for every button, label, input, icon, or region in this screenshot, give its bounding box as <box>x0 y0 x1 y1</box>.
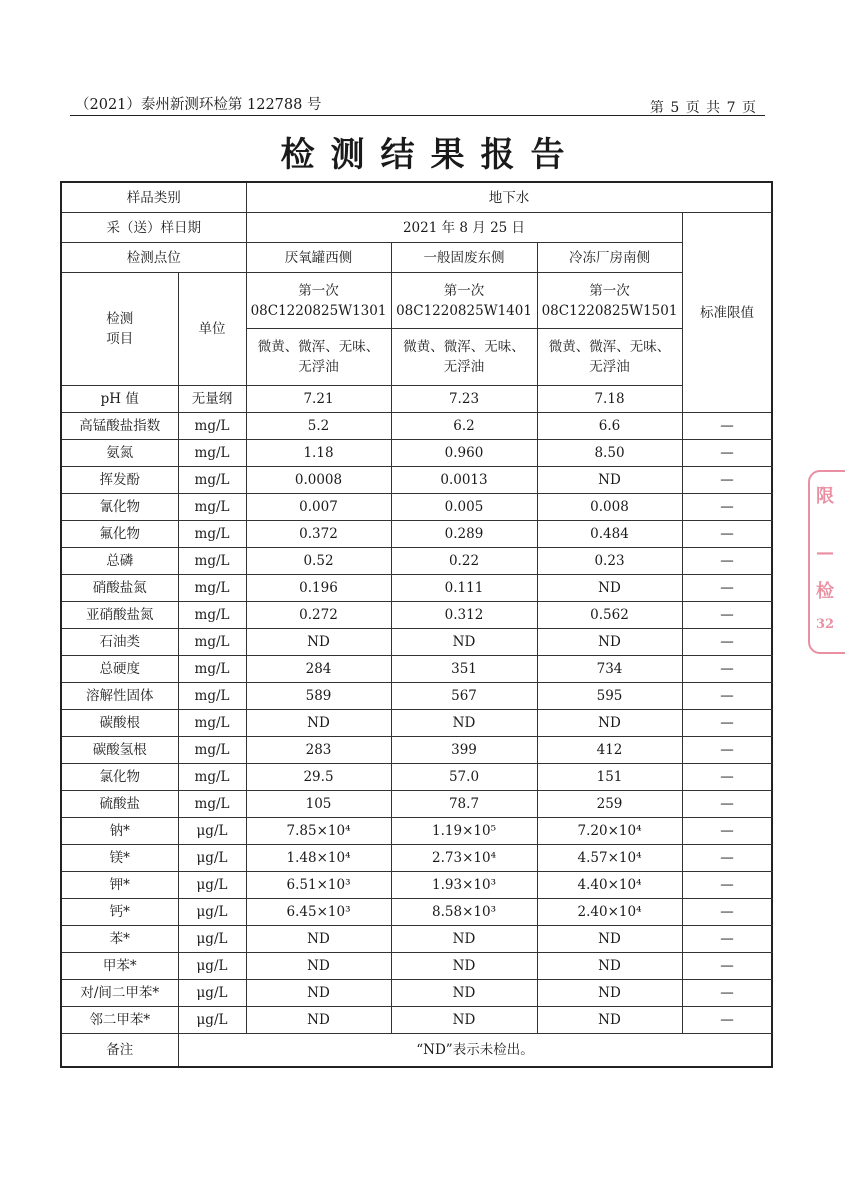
table-row <box>61 953 772 980</box>
value-point-1: 1.18 <box>246 440 391 467</box>
unit: μg/L <box>178 845 246 872</box>
value-point-1: ND <box>246 953 391 980</box>
remark-row <box>61 1034 772 1067</box>
table-row <box>61 467 772 494</box>
standard-limit: — <box>682 710 772 737</box>
point-sample-code: 第一次 08C1220825W1401 <box>391 273 537 329</box>
seal-char: 检 <box>816 581 834 602</box>
table-row <box>61 980 772 1007</box>
value-point-1: 283 <box>246 737 391 764</box>
value-point-3: 151 <box>537 764 682 791</box>
value-point-2: 6.2 <box>391 413 537 440</box>
standard-limit: — <box>682 602 772 629</box>
item-name: 钙* <box>61 899 178 926</box>
page-info: 第 5 页 共 7 页 <box>649 100 757 116</box>
value-point-1: 0.196 <box>246 575 391 602</box>
unit: mg/L <box>178 602 246 629</box>
table-row <box>61 494 772 521</box>
point-name: 厌氧罐西侧 <box>246 243 391 273</box>
item-name: 石油类 <box>61 629 178 656</box>
value-point-3: 259 <box>537 791 682 818</box>
item-name: 高锰酸盐指数 <box>61 413 178 440</box>
value-point-1: 29.5 <box>246 764 391 791</box>
value-point-1: 0.372 <box>246 521 391 548</box>
unit: mg/L <box>178 791 246 818</box>
value-point-3: ND <box>537 926 682 953</box>
value-point-3: 0.562 <box>537 602 682 629</box>
item-name: 溶解性固体 <box>61 683 178 710</box>
value-point-3: ND <box>537 953 682 980</box>
table-row <box>61 602 772 629</box>
standard-limit: — <box>682 764 772 791</box>
standard-limit: — <box>682 467 772 494</box>
value-point-1: ND <box>246 629 391 656</box>
value-point-1: 284 <box>246 656 391 683</box>
remark-value: “ND”表示未检出。 <box>178 1034 772 1067</box>
standard-limit: — <box>682 548 772 575</box>
item-name: 氟化物 <box>61 521 178 548</box>
points-label: 检测点位 <box>61 243 246 273</box>
unit: μg/L <box>178 872 246 899</box>
item-name: 总硬度 <box>61 656 178 683</box>
standard-limit: — <box>682 737 772 764</box>
table-row <box>61 899 772 926</box>
value-point-2: 8.58×10³ <box>391 899 537 926</box>
value-point-2: 351 <box>391 656 537 683</box>
unit: mg/L <box>178 575 246 602</box>
value-point-2: ND <box>391 1007 537 1034</box>
table-row <box>61 656 772 683</box>
unit: mg/L <box>178 413 246 440</box>
unit: mg/L <box>178 710 246 737</box>
table-row <box>61 629 772 656</box>
value-point-2: 57.0 <box>391 764 537 791</box>
table-row <box>61 1007 772 1034</box>
value-point-2: ND <box>391 629 537 656</box>
value-point-2: 0.111 <box>391 575 537 602</box>
table-row <box>61 413 772 440</box>
standard-limit: — <box>682 926 772 953</box>
standard-limit: — <box>682 980 772 1007</box>
value-point-2: ND <box>391 980 537 1007</box>
value-point-1: 0.0008 <box>246 467 391 494</box>
table-row <box>61 521 772 548</box>
unit: μg/L <box>178 1007 246 1034</box>
value-point-1: ND <box>246 980 391 1007</box>
item-name: 总磷 <box>61 548 178 575</box>
value-point-1: 1.48×10⁴ <box>246 845 391 872</box>
value-point-1: 589 <box>246 683 391 710</box>
standard-limit: — <box>682 494 772 521</box>
table-row <box>61 386 772 413</box>
unit: μg/L <box>178 953 246 980</box>
results-table <box>60 181 773 1068</box>
table-row <box>61 737 772 764</box>
standard-limit: — <box>682 683 772 710</box>
unit: mg/L <box>178 764 246 791</box>
value-point-2: 0.005 <box>391 494 537 521</box>
point-name: 冷冻厂房南侧 <box>537 243 682 273</box>
unit-label: 单位 <box>178 273 246 386</box>
table-row <box>61 548 772 575</box>
value-point-2: 1.93×10³ <box>391 872 537 899</box>
standard-limit: — <box>682 656 772 683</box>
table-row <box>61 764 772 791</box>
value-point-1: 7.85×10⁴ <box>246 818 391 845</box>
item-name: 邻二甲苯* <box>61 1007 178 1034</box>
value-point-2: ND <box>391 953 537 980</box>
unit: mg/L <box>178 548 246 575</box>
item-name: 硝酸盐氮 <box>61 575 178 602</box>
point-appearance: 微黄、微浑、无味、 无浮油 <box>537 329 682 386</box>
value-point-3: 0.484 <box>537 521 682 548</box>
item-name: 亚硝酸盐氮 <box>61 602 178 629</box>
unit: mg/L <box>178 737 246 764</box>
value-point-1: 6.45×10³ <box>246 899 391 926</box>
remark-label: 备注 <box>61 1034 178 1067</box>
unit: mg/L <box>178 521 246 548</box>
item-name: 挥发酚 <box>61 467 178 494</box>
unit: mg/L <box>178 467 246 494</box>
table-row <box>61 791 772 818</box>
value-point-2: ND <box>391 710 537 737</box>
table-row <box>61 575 772 602</box>
item-name: 钾* <box>61 872 178 899</box>
table-row <box>61 683 772 710</box>
value-point-1: ND <box>246 710 391 737</box>
value-point-1: 7.21 <box>246 386 391 413</box>
standard-limit: — <box>682 413 772 440</box>
standard-limit: — <box>682 953 772 980</box>
standard-label: 标准限值 <box>682 213 772 413</box>
value-point-3: 734 <box>537 656 682 683</box>
table-row <box>61 845 772 872</box>
value-point-2: 0.960 <box>391 440 537 467</box>
page-title: 检测结果报告 <box>280 135 581 175</box>
table-row <box>61 872 772 899</box>
value-point-2: 0.0013 <box>391 467 537 494</box>
standard-limit: — <box>682 791 772 818</box>
value-point-3: 7.18 <box>537 386 682 413</box>
value-point-3: ND <box>537 629 682 656</box>
seal-char: 32 <box>816 617 835 632</box>
value-point-3: 0.23 <box>537 548 682 575</box>
value-point-2: 0.22 <box>391 548 537 575</box>
official-seal <box>808 470 845 654</box>
unit: μg/L <box>178 818 246 845</box>
value-point-2: ND <box>391 926 537 953</box>
standard-limit: — <box>682 440 772 467</box>
point-sample-code: 第一次 08C1220825W1501 <box>537 273 682 329</box>
value-point-2: 1.19×10⁵ <box>391 818 537 845</box>
value-point-3: 4.40×10⁴ <box>537 872 682 899</box>
standard-limit: — <box>682 1007 772 1034</box>
item-label: 检测 项目 <box>61 273 178 386</box>
standard-limit: — <box>682 575 772 602</box>
header-divider <box>70 115 765 116</box>
standard-limit: — <box>682 845 772 872</box>
item-name: 氨氮 <box>61 440 178 467</box>
unit: μg/L <box>178 899 246 926</box>
value-point-3: 595 <box>537 683 682 710</box>
point-name: 一般固废东侧 <box>391 243 537 273</box>
point-appearance: 微黄、微浑、无味、 无浮油 <box>391 329 537 386</box>
unit: mg/L <box>178 629 246 656</box>
point-appearance: 微黄、微浑、无味、 无浮油 <box>246 329 391 386</box>
seal-char: 限 <box>816 486 834 507</box>
value-point-3: 4.57×10⁴ <box>537 845 682 872</box>
value-point-1: 6.51×10³ <box>246 872 391 899</box>
item-name: 氯化物 <box>61 764 178 791</box>
value-point-2: 78.7 <box>391 791 537 818</box>
value-point-2: 0.312 <box>391 602 537 629</box>
value-point-3: ND <box>537 467 682 494</box>
item-name: pH 值 <box>61 386 178 413</box>
sample-type-value: 地下水 <box>246 182 772 213</box>
value-point-1: ND <box>246 1007 391 1034</box>
value-point-3: 7.20×10⁴ <box>537 818 682 845</box>
value-point-3: 6.6 <box>537 413 682 440</box>
value-point-3: 8.50 <box>537 440 682 467</box>
value-point-2: 0.289 <box>391 521 537 548</box>
date-value: 2021 年 8 月 25 日 <box>246 213 682 243</box>
standard-limit: — <box>682 629 772 656</box>
value-point-3: ND <box>537 1007 682 1034</box>
item-name: 硫酸盐 <box>61 791 178 818</box>
value-point-3: 0.008 <box>537 494 682 521</box>
item-name: 镁* <box>61 845 178 872</box>
value-point-1: 105 <box>246 791 391 818</box>
value-point-3: ND <box>537 710 682 737</box>
unit: μg/L <box>178 926 246 953</box>
value-point-3: ND <box>537 575 682 602</box>
value-point-1: 0.007 <box>246 494 391 521</box>
value-point-1: 5.2 <box>246 413 391 440</box>
value-point-2: 2.73×10⁴ <box>391 845 537 872</box>
unit: mg/L <box>178 683 246 710</box>
table-row <box>61 710 772 737</box>
value-point-3: ND <box>537 980 682 1007</box>
standard-limit: — <box>682 818 772 845</box>
point-sample-code: 第一次 08C1220825W1301 <box>246 273 391 329</box>
unit: μg/L <box>178 980 246 1007</box>
item-name: 钠* <box>61 818 178 845</box>
value-point-2: 7.23 <box>391 386 537 413</box>
item-name: 苯* <box>61 926 178 953</box>
standard-limit: — <box>682 521 772 548</box>
unit: 无量纲 <box>178 386 246 413</box>
value-point-2: 399 <box>391 737 537 764</box>
unit: mg/L <box>178 494 246 521</box>
value-point-3: 412 <box>537 737 682 764</box>
value-point-2: 567 <box>391 683 537 710</box>
seal-char: — <box>816 542 834 563</box>
value-point-1: ND <box>246 926 391 953</box>
item-name: 碳酸氢根 <box>61 737 178 764</box>
date-label: 采（送）样日期 <box>61 213 246 243</box>
unit: mg/L <box>178 440 246 467</box>
table-row <box>61 440 772 467</box>
item-name: 对/间二甲苯* <box>61 980 178 1007</box>
value-point-1: 0.52 <box>246 548 391 575</box>
value-point-1: 0.272 <box>246 602 391 629</box>
item-name: 氰化物 <box>61 494 178 521</box>
report-number: （2021）泰州新测环检第 122788 号 <box>75 97 322 113</box>
item-name: 甲苯* <box>61 953 178 980</box>
value-point-3: 2.40×10⁴ <box>537 899 682 926</box>
unit: mg/L <box>178 656 246 683</box>
item-name: 碳酸根 <box>61 710 178 737</box>
standard-limit: — <box>682 872 772 899</box>
table-row <box>61 926 772 953</box>
table-row <box>61 818 772 845</box>
sample-type-label: 样品类别 <box>61 182 246 213</box>
standard-limit: — <box>682 899 772 926</box>
